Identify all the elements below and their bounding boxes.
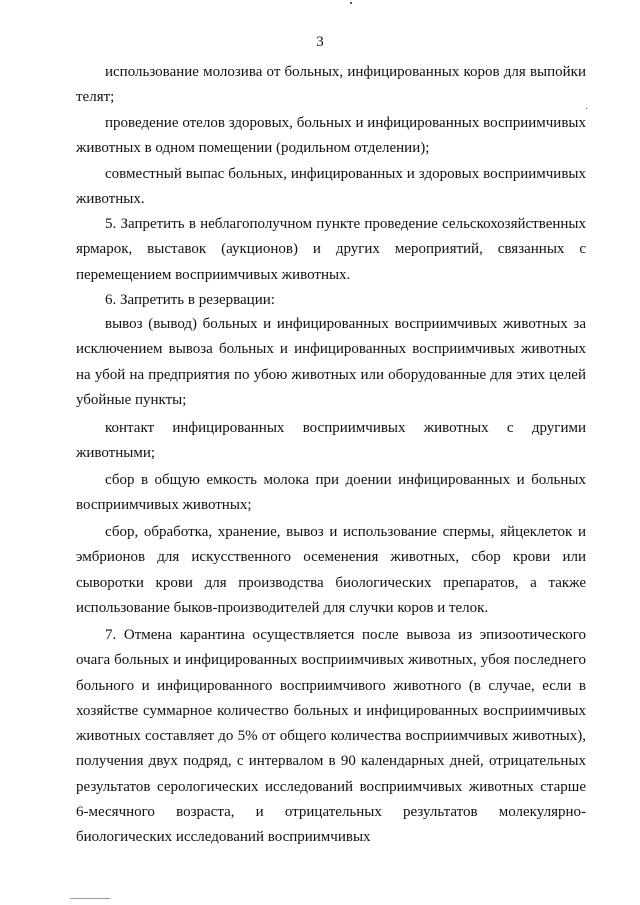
scan-artifact: [350, 2, 352, 4]
paragraph-export-ban: [76, 312, 586, 413]
paragraph-text: сбор, обработка, хранение, вывоз и использование спермы, яйцеклеток и эмбрионов для искусственного осеменения животных, сбор крови или сыворотки крови для производства биологических препаратов, а также использование быков-производителей для случки коров и телок.: [76, 524, 586, 616]
paragraph-text: сбор в общую емкость молока при доении инфицированных и больных восприимчивых животных;: [76, 472, 586, 514]
page-number: 3: [316, 34, 324, 50]
paragraph-grazing-ban: [76, 162, 586, 213]
paragraph-text: 5. Запретить в неблагополучном пункте проведение сельскохозяйственных ярмарок, выставок (аукционов) и других мероприятий, связанных с перемещением восприимчивых животных.: [76, 216, 586, 283]
paragraph-text: вывоз (вывод) больных и инфицированных восприимчивых животных за исключением вывоза больных и инфицированных восприимчивых животных на убой на предприятия по убою животных или оборудованные для этих целей убойные пункты;: [76, 316, 586, 408]
paragraph-text: 7. Отмена карантина осуществляется после вывоза из эпизоотического очага больных и инфицированных восприимчивых животных, убоя последнего больного и инфицированного восприимчивого животного (в случае, если в хозяйстве суммарное количество больных и инфицированных восприимчивых животных составляет до 5% от общего количества восприимчивых животных), получения двух подряд, с интервалом в 90 календарных дней, отрицательных результатов серологических исследований восприимчивых животных старше 6-месячного возраста, и отрицательных результатов молекулярно-биологических исследований восприимчивых: [76, 627, 586, 846]
paragraph-milk-collection-ban: [76, 468, 586, 519]
paragraph-item-5: [76, 212, 586, 288]
paragraph-colostrum-ban: [76, 60, 586, 111]
paragraph-calving-ban: [76, 111, 586, 162]
paragraph-semen-ban: [76, 520, 586, 621]
paragraph-text: контакт инфицированных восприимчивых животных с другими животными;: [76, 420, 586, 462]
paragraph-text: совместный выпас больных, инфицированных и здоровых восприимчивых животных.: [76, 166, 586, 208]
scan-artifact: [70, 898, 110, 899]
scan-artifact: [586, 108, 587, 109]
paragraph-item-7: [76, 623, 586, 851]
paragraph-text: использование молозива от больных, инфицированных коров для выпойки телят;: [76, 64, 586, 106]
paragraph-text: проведение отелов здоровых, больных и инфицированных восприимчивых животных в одном помещении (родильном отделении);: [76, 115, 586, 157]
paragraph-contact-ban: [76, 416, 586, 467]
paragraph-text: 6. Запретить в резервации:: [105, 292, 275, 308]
paragraph-item-6-heading: [76, 288, 586, 313]
